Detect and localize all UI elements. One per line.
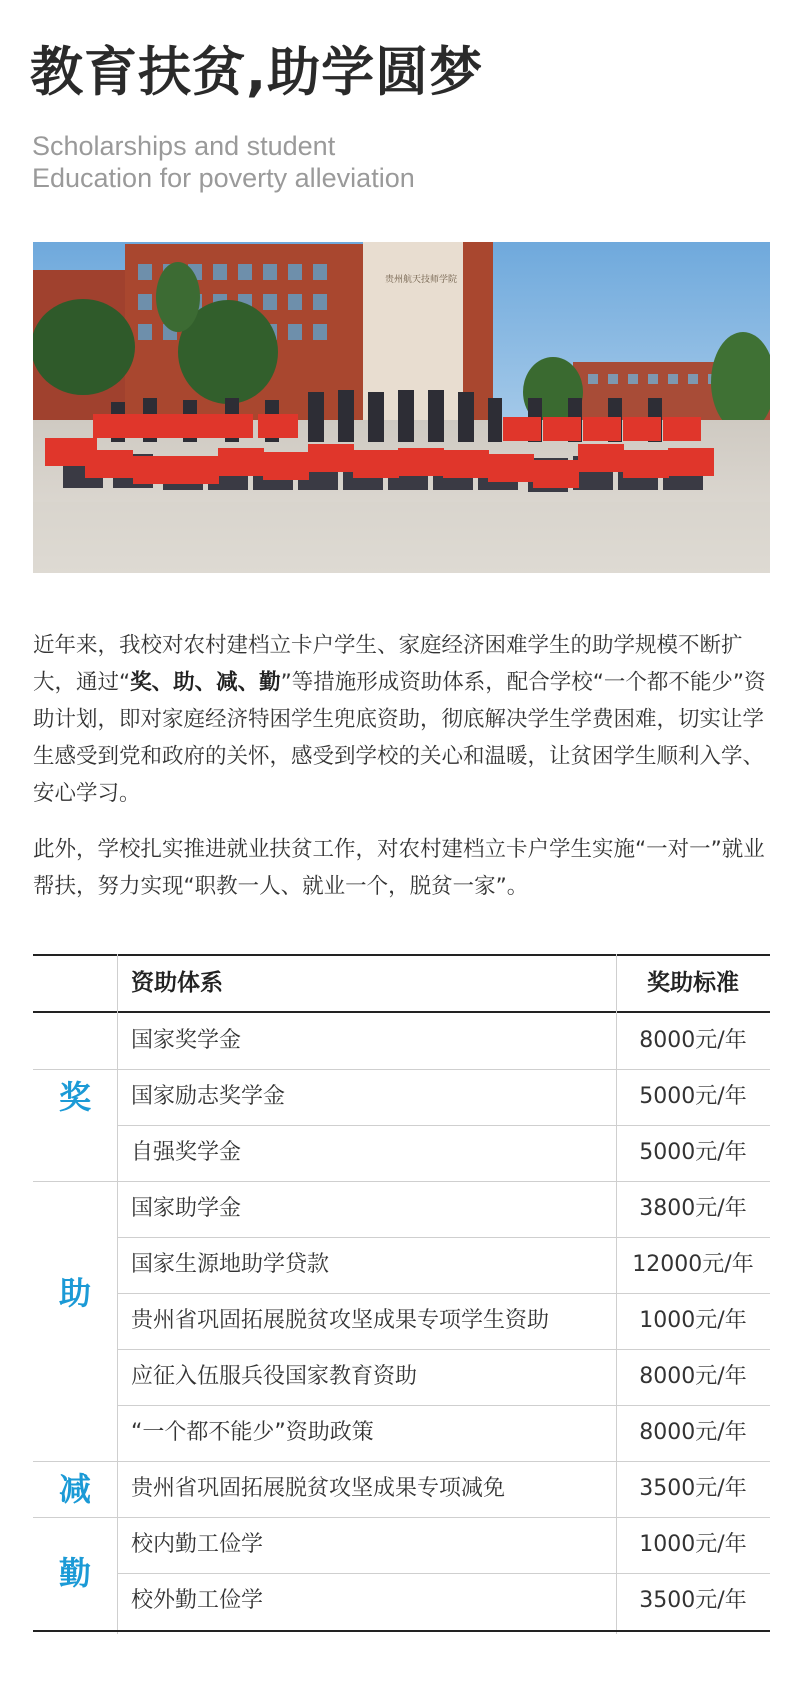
row-name: 贵州省巩固拓展脱贫攻坚成果专项减免: [131, 1476, 506, 1501]
intro-text-b: ”等措施形成资助体系，配合学校“一个都不能少”资助计划，即对家庭经济特困学生兜底资助，彻底解决学生学费困难，切实让学生感受到党和政府的关怀，感受到学校的关心和温暖，让贫困学生顺利入学、安心学习。: [33, 670, 766, 806]
row-standard: 5000元/年: [639, 1084, 747, 1109]
table-row: [117, 1461, 770, 1517]
table-row: [117, 1573, 770, 1629]
page-subtitle: [32, 130, 415, 194]
row-standard: 12000元/年: [632, 1252, 754, 1277]
table-row: [117, 1013, 770, 1069]
category-award: 奖: [58, 1078, 91, 1116]
row-name: 自强奖学金: [131, 1140, 242, 1165]
group-photo-illustration: [33, 242, 770, 573]
employment-paragraph: 此外，学校扎实推进就业扶贫工作，对农村建档立卡户学生实施“一对一”就业帮扶，努力实现“职教一人、就业一个，脱贫一家”。: [33, 837, 765, 899]
header-system: 资助体系: [131, 970, 223, 996]
table-row: [117, 1181, 770, 1237]
building-sign: 贵州航天技师学院: [385, 275, 458, 285]
row-standard: 3500元/年: [639, 1476, 747, 1501]
intro-paragraph: [33, 627, 773, 812]
table-row: [117, 1237, 770, 1293]
row-name: 国家奖学金: [131, 1028, 242, 1053]
row-name: 贵州省巩固拓展脱贫攻坚成果专项学生资助: [131, 1308, 550, 1333]
row-name: 校内勤工俭学: [131, 1532, 264, 1557]
row-standard: 5000元/年: [639, 1140, 747, 1165]
row-name: 应征入伍服兵役国家教育资助: [131, 1364, 418, 1389]
table-row: [117, 1069, 770, 1125]
subtitle-line-2: Education for poverty alleviation: [32, 163, 415, 193]
table-row: [117, 1517, 770, 1573]
row-name: 国家励志奖学金: [131, 1084, 286, 1109]
table-row: [117, 1293, 770, 1349]
row-standard: 1000元/年: [639, 1308, 747, 1333]
table-row: [117, 1405, 770, 1461]
table-row: [117, 1349, 770, 1405]
intro-text-bold: 奖、助、减、勤: [130, 670, 281, 695]
row-standard: 3500元/年: [639, 1588, 747, 1613]
aid-table: [33, 954, 770, 1634]
category-work-study: 勤: [58, 1554, 91, 1592]
group-photo: [33, 242, 770, 573]
subtitle-line-1: Scholarships and student: [32, 131, 336, 161]
page-title: 教育扶贫,助学圆梦: [30, 42, 484, 103]
table-row: [117, 1125, 770, 1181]
row-name: 国家生源地助学贷款: [131, 1252, 330, 1277]
table-bottom-rule: [33, 1630, 770, 1632]
row-name: 校外勤工俭学: [131, 1588, 264, 1613]
row-name: 国家助学金: [131, 1196, 242, 1221]
row-standard: 8000元/年: [639, 1420, 747, 1445]
category-reduce: 减: [58, 1470, 91, 1508]
row-standard: 3800元/年: [639, 1196, 747, 1221]
header-standard: 奖助标准: [647, 970, 739, 996]
row-standard: 8000元/年: [639, 1364, 747, 1389]
category-aid: 助: [58, 1274, 91, 1312]
row-standard: 8000元/年: [639, 1028, 747, 1053]
row-name: “一个都不能少”资助政策: [131, 1420, 374, 1445]
row-standard: 1000元/年: [639, 1532, 747, 1557]
intro-text-a: 近年来，我校对农村建档立卡户学生、家庭经济困难学生的助学规模不断扩大，通过“: [33, 633, 743, 695]
